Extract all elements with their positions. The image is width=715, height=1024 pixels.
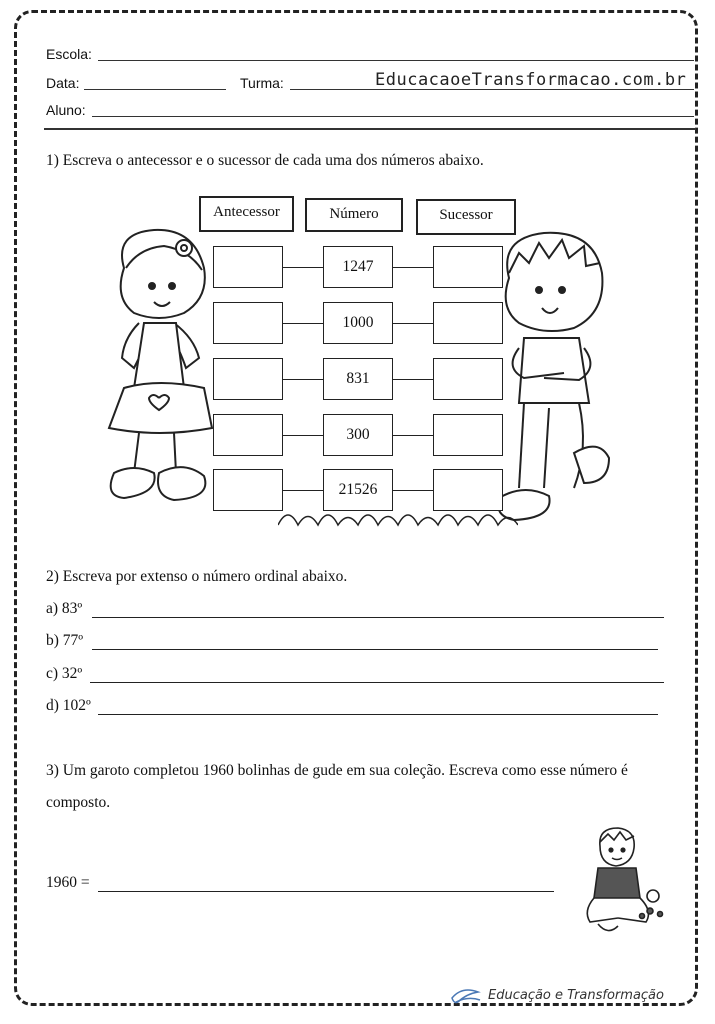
connector — [393, 379, 433, 380]
ordinal-answer-line-c[interactable] — [90, 682, 664, 683]
column-antecessor: Antecessor — [199, 196, 294, 232]
ordinal-item-c: c) 32º — [46, 665, 83, 682]
boy-with-marbles-icon — [578, 826, 670, 938]
class-label: Turma: — [240, 75, 284, 91]
question-3-text-line1: 3) Um garoto completou 1960 bolinhas de gude em sua coleção. Escreva como esse número é — [46, 762, 628, 779]
brand-logo-icon — [448, 984, 484, 1008]
boy-illustration-icon — [494, 228, 614, 533]
number-box-2: 1000 — [323, 302, 393, 344]
connector — [393, 323, 433, 324]
sucessor-answer-box-3[interactable] — [433, 358, 503, 400]
answer-label-1960: 1960 = — [46, 874, 90, 891]
composition-answer-line[interactable] — [98, 891, 554, 892]
question-3-text-line2: composto. — [46, 794, 111, 811]
connector — [283, 379, 323, 380]
column-numero: Número — [305, 198, 403, 232]
footer-brand: Educação e Transformação — [488, 988, 664, 1003]
connector — [393, 435, 433, 436]
student-field[interactable] — [92, 116, 694, 117]
antecessor-answer-box-2[interactable] — [213, 302, 283, 344]
antecessor-answer-box-4[interactable] — [213, 414, 283, 456]
connector — [283, 267, 323, 268]
school-label: Escola: — [46, 46, 92, 62]
ordinal-item-d: d) 102º — [46, 697, 91, 714]
date-label: Data: — [46, 75, 80, 91]
student-label: Aluno: — [46, 102, 86, 118]
ordinal-answer-line-b[interactable] — [92, 649, 658, 650]
girl-illustration-icon — [104, 228, 216, 518]
sucessor-answer-box-4[interactable] — [433, 414, 503, 456]
connector — [393, 490, 433, 491]
connector — [393, 267, 433, 268]
sucessor-answer-box-5[interactable] — [433, 469, 503, 511]
date-field[interactable] — [84, 89, 226, 90]
ordinal-item-b: b) 77º — [46, 632, 84, 649]
antecessor-answer-box-3[interactable] — [213, 358, 283, 400]
question-2-text: 2) Escreva por extenso o número ordinal abaixo. — [46, 568, 348, 585]
antecessor-answer-box-1[interactable] — [213, 246, 283, 288]
connector — [283, 435, 323, 436]
connector — [283, 490, 323, 491]
ordinal-item-a: a) 83º — [46, 600, 83, 617]
sucessor-answer-box-2[interactable] — [433, 302, 503, 344]
sucessor-answer-box-1[interactable] — [433, 246, 503, 288]
number-box-4: 300 — [323, 414, 393, 456]
number-box-1: 1247 — [323, 246, 393, 288]
school-field[interactable] — [98, 60, 694, 61]
number-box-5: 21526 — [323, 469, 393, 511]
website-watermark: EducacaoeTransformacao.com.br — [375, 70, 687, 90]
question-1-text: 1) Escreva o antecessor e o sucessor de cada uma dos números abaixo. — [46, 152, 484, 169]
ordinal-answer-line-a[interactable] — [92, 617, 664, 618]
ordinal-answer-line-d[interactable] — [98, 714, 658, 715]
column-sucessor: Sucessor — [416, 199, 516, 235]
header-separator — [44, 128, 696, 130]
connector — [283, 323, 323, 324]
antecessor-answer-box-5[interactable] — [213, 469, 283, 511]
number-box-3: 831 — [323, 358, 393, 400]
